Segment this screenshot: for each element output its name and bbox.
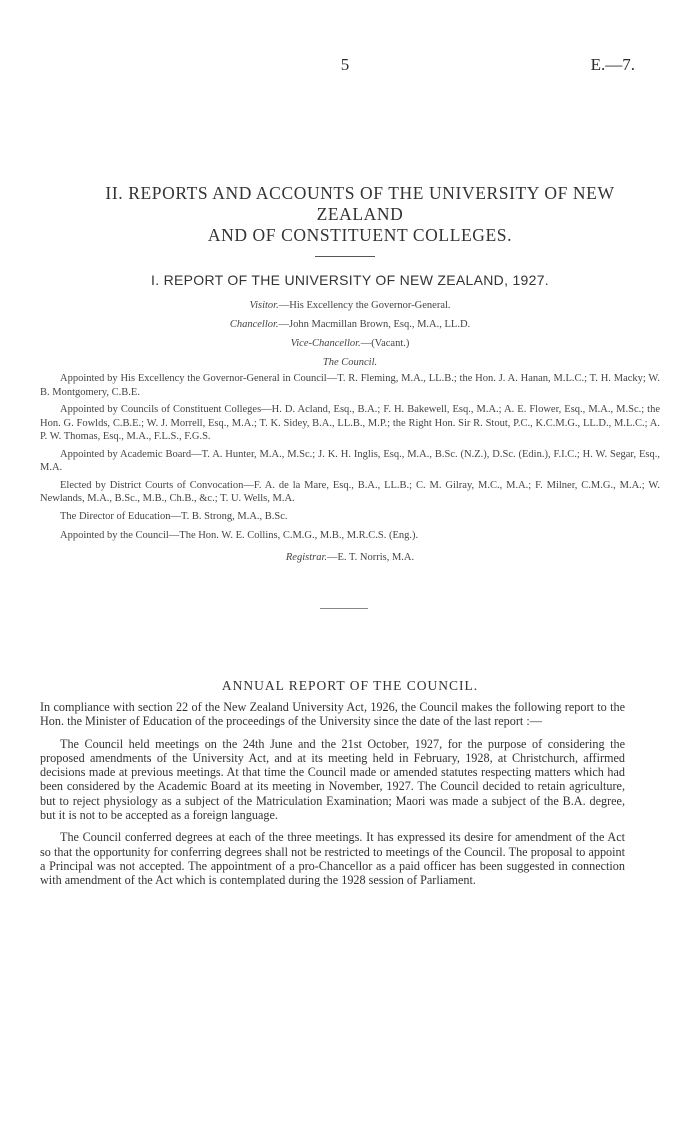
registrar-line [40, 548, 660, 567]
report-title: I. REPORT OF THE UNIVERSITY OF NEW ZEALAND, 1927. [151, 272, 549, 288]
report-paragraph-2: The Council held meetings on the 24th June and the 21st October, 1927, for the purpose of considering the proposed amendments of the University Act, and at its meeting held in February, 1928, at Christchurch, affirmed decisions made at previous meetings. At that time the Council made or amended statutes respecting matters which had been considered by the Academic Board at its meeting in November, 1927. The Council decided to retain agriculture, but to reject physiology as a subject of the Matriculation Examination; Maori was made a subject of the B.A. degree, but it is not to be accepted as a foreign language. [40, 736, 625, 823]
annual-report-heading: ANNUAL REPORT OF THE COUNCIL. [221, 678, 479, 693]
main-heading [60, 183, 660, 246]
chancellor-text: —John Macmillan Brown, Esq., M.A., LL.D. [278, 319, 471, 330]
divider-rule [315, 256, 375, 257]
visitor-line [40, 296, 660, 315]
section-divider-rule [320, 608, 368, 609]
page-number: 5 [340, 55, 350, 74]
annual-report-body [40, 700, 625, 896]
visitor-label: Visitor. [249, 300, 279, 311]
document-reference: E.—7. [590, 55, 635, 74]
vice-chancellor-label: Vice-Chancellor. [290, 338, 361, 349]
council-heading: The Council. [322, 357, 378, 368]
academic-board-appointed-members: Appointed by Academic Board—T. A. Hunter, M.A., M.Sc.; J. K. H. Inglis, Esq., M.A., B.Sc. (N.Z.), D.Sc. (Edin.), F.I.C.; H. W. Segar, Esq., M.A. [40, 448, 660, 473]
registrar-label: Registrar. [285, 551, 328, 563]
council-appointed-member: Appointed by the Council—The Hon. W. E. Collins, C.M.G., M.B., M.R.C.S. (Eng.). [60, 529, 419, 541]
report-paragraph-3: The Council conferred degrees at each of the three meetings. It has expressed its desire for amendment of the Act so that the opportunity for conferring degrees shall not be restricted to meetings of the Council. The proposal to appoint a Principal was not accepted. The appointment of a pro-Chancellor as a paid officer has been suggested in connection with amendment of the Act which is contemplated during the 1928 session of Parliament. [40, 830, 625, 888]
visitor-text: —His Excellency the Governor-General. [278, 300, 451, 311]
convocation-elected-members: Elected by District Courts of Convocation—F. A. de la Mare, Esq., B.A., LL.B.; C. M. Gilray, M.C., M.A.; F. Milner, C.M.G., M.A.; W. Newlands, M.A., B.Sc., M.B., Ch.B., &c.; T. U. Wells, M.A. [40, 479, 660, 504]
report-paragraph-1: In compliance with section 22 of the New Zealand University Act, 1926, the Council makes the following report to the Hon. the Minister of Education of the proceedings of the University since the date of the last report :— [40, 700, 625, 729]
chancellor-line [40, 315, 660, 334]
main-heading-line-1: II. REPORTS AND ACCOUNTS OF THE UNIVERSITY OF NEW ZEALAND [105, 183, 615, 224]
registrar-text: —E. T. Norris, M.A. [327, 551, 415, 563]
governor-appointed-members: Appointed by His Excellency the Governor-General in Council—T. R. Fleming, M.A., LL.B.; the Hon. J. A. Hanan, M.L.C.; T. H. Macky; W. B. Montgomery, C.B.E. [40, 373, 660, 398]
main-heading-line-2: AND OF CONSTITUENT COLLEGES. [207, 225, 513, 245]
vice-chancellor-line [40, 334, 660, 353]
college-appointed-members: Appointed by Councils of Constituent Colleges—H. D. Acland, Esq., B.A.; F. H. Bakewell, Esq., M.A.; A. E. Flower, Esq., M.A., M.Sc.; the Hon. G. Fowlds, C.B.E.; W. J. Morrell, Esq., M.A.; T. K. Sidey, B.A., LL.B., M.P.; the Right Hon. Sir R. Stout, P.C., K.C.M.G., LL.D., M.L.C.; A. P. W. Thomas, Esq., M.A., F.L.S., F.G.S. [40, 404, 660, 442]
director-of-education: The Director of Education—T. B. Strong, M.A., B.Sc. [60, 510, 288, 522]
vice-chancellor-text: —(Vacant.) [360, 338, 410, 349]
chancellor-label: Chancellor. [229, 319, 279, 330]
officers-section [40, 296, 660, 567]
